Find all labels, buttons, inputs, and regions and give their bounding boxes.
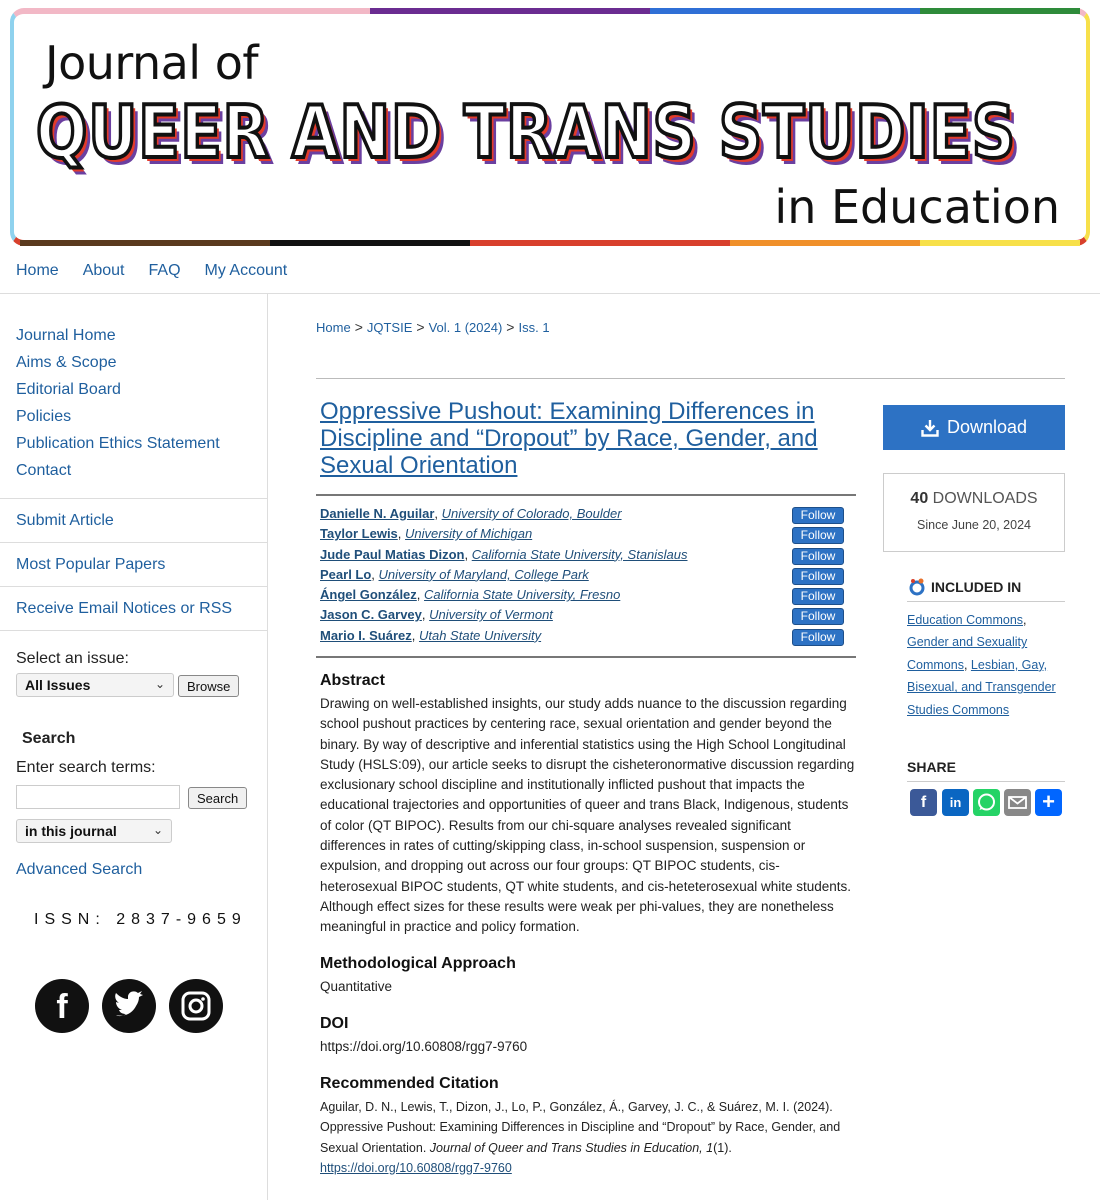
citation-text [320,1097,860,1178]
nav-about[interactable]: About [82,262,125,279]
sidebar-contact[interactable]: Contact [16,462,72,479]
share-more-icon[interactable]: + [1035,789,1062,816]
download-button[interactable] [883,405,1065,450]
author-affiliation[interactable]: University of Vermont [429,607,553,623]
abstract-heading: Abstract [320,672,385,689]
author-affiliation[interactable]: University of Maryland, College Park [378,566,589,582]
download-since: Since June 20, 2024 [917,518,1031,532]
author-separator: , [371,566,379,582]
banner-in-education: in Education [774,180,1060,234]
sidebar-submit-row [0,499,267,543]
breadcrumb-issue[interactable]: Iss. 1 [518,320,550,335]
network-icon [907,577,927,597]
author-name[interactable]: Danielle N. Aguilar [320,506,435,521]
select-issue-label: Select an issue: [16,650,129,667]
author-row [320,506,844,526]
breadcrumb [316,319,550,335]
email-share-icon[interactable] [1004,789,1031,816]
citation-doi-link[interactable]: https://doi.org/10.60808/rgg7-9760 [320,1160,512,1175]
banner-journal-of: Journal of [45,36,259,90]
search-heading: Search [22,730,76,747]
issue-select[interactable] [16,673,174,697]
sidebar-ethics-statement[interactable]: Publication Ethics Statement [16,435,220,452]
follow-button[interactable]: Follow [792,588,844,605]
follow-button[interactable]: Follow [792,548,844,565]
author-name[interactable]: Ángel González [320,587,417,603]
citation-issue: (1). [713,1140,732,1155]
instagram-icon[interactable] [169,979,223,1033]
author-separator: , [411,627,419,643]
content-divider [316,378,1065,379]
method-value: Quantitative [320,979,393,994]
banner-stripe-yellow [920,240,1080,246]
included-in-label: INCLUDED IN [931,579,1022,595]
follow-button[interactable]: Follow [792,608,844,625]
author-separator: , [416,587,425,603]
author-affiliation[interactable]: California State University, Stanislaus [471,546,688,562]
nav-home[interactable]: Home [16,262,59,279]
banner-stripe-purple [370,8,650,14]
facebook-icon[interactable] [35,979,89,1033]
author-affiliation[interactable]: University of Michigan [405,526,533,542]
advanced-search-link[interactable]: Advanced Search [16,861,143,878]
banner-stripe-black [270,240,470,246]
author-row [320,587,844,607]
article-title[interactable]: Oppressive Pushout: Examining Differences in Discipline and “Dropout” by Race, Gender, and Sexual Orientation [320,398,818,479]
browse-button[interactable]: Browse [178,675,239,697]
author-list [320,506,844,648]
sidebar-editorial-board[interactable]: Editorial Board [16,381,121,398]
doi-heading: DOI [320,1015,349,1032]
author-separator: , [464,546,472,562]
author-row [320,567,844,587]
chevron-down-icon: ⌄ [152,823,163,837]
search-scope-select[interactable] [16,819,172,843]
sidebar-popular-row [0,543,267,587]
sidebar-policies[interactable]: Policies [16,408,72,425]
banner-stripe-pink [70,8,370,14]
banner-title: QUEER AND TRANS STUDIES [36,90,1017,174]
breadcrumb-volume[interactable]: Vol. 1 (2024) [428,320,503,335]
nav-faq[interactable]: FAQ [148,262,181,279]
author-name[interactable]: Pearl Lo [320,566,372,582]
follow-button[interactable]: Follow [792,568,844,585]
doi-value: https://doi.org/10.60808/rgg7-9760 [320,1039,528,1054]
search-scope-value: in this journal [25,823,117,839]
author-name[interactable]: Taylor Lewis [320,526,398,542]
author-name[interactable]: Jason C. Garvey [320,607,422,623]
title-divider [316,494,856,496]
banner-stripe-orange [730,240,920,246]
download-count-line [884,490,1064,508]
commons-gender-sexuality[interactable]: Gender and Sexuality Commons [907,635,1028,672]
banner-stripe-red [470,240,730,246]
sidebar-email-notices[interactable]: Receive Email Notices or RSS [16,599,233,617]
search-input[interactable] [16,785,180,809]
author-row [320,526,844,546]
authors-divider [316,656,856,658]
method-heading: Methodological Approach [320,955,516,972]
author-affiliation[interactable]: University of Colorado, Boulder [441,506,622,521]
share-heading: SHARE [907,759,957,775]
included-in-heading [907,577,1021,597]
follow-button[interactable]: Follow [792,527,844,544]
breadcrumb-home[interactable]: Home [316,320,351,335]
included-divider [907,601,1065,602]
author-row [320,607,844,627]
chevron-down-icon: ⌄ [154,677,165,691]
sidebar-most-popular[interactable]: Most Popular Papers [16,555,166,573]
citation-body: Aguilar, D. N., Lewis, T., Dizon, J., Lo, P., González, Á., Garvey, J. C., & Suárez, M. I. (2024). Oppressive Pushout: Examining Differences in Discipline and “Dropout” by Race, Gender, and Sexual Orientation. [320,1100,841,1155]
nav-my-account[interactable]: My Account [204,262,288,279]
abstract-text: Drawing on well-established insights, our study adds nuance to the discussion regarding school pushout practices by centering race, sexual orientation and gender beyond the binary. By way of descriptive and inferential statistics using the High School Longitudinal Study (HSLS:09), our article seeks to disrupt the cisheteronormative discussion regarding exclusionary school discipline and institutionally inflicted pushout that impacts the educational trajectories and opportunities of queer and trans Black, Indigenous, students of color (QT BIPOC). Results from our chi-square analyses revealed significant differences in rates of cutting/skipping class, in-school suspension, suspension or expulsion, and dropping out across our four groups: QT BIPOC students, cis-heterosexual BIPOC students, QT white students, and cis-heteterosexual white students. Although effect sizes for these results were weak per phi-values, they are nonetheless meaningful in practice and policy formation. [320,696,855,935]
author-row [320,628,844,648]
breadcrumb-separator: > [506,319,515,335]
author-row [320,547,844,567]
commons-lgbt-studies[interactable]: Lesbian, Gay, Bisexual, and Transgender Studies Commons [907,657,1056,717]
banner-stripe-blue [650,8,920,14]
follow-button[interactable]: Follow [792,507,844,524]
facebook-share-icon[interactable]: f [910,789,937,816]
citation-journal: Journal of Queer and Trans Studies in Education, 1 [429,1140,714,1155]
breadcrumb-separator: > [354,319,363,335]
author-separator: , [397,526,406,542]
svg-text:f: f [56,988,68,1026]
download-icon [921,419,939,437]
sidebar-journal-links [0,294,267,499]
breadcrumb-separator: > [416,319,425,335]
banner-stripe-brown [20,240,270,246]
search-button[interactable]: Search [188,787,247,809]
linkedin-share-icon[interactable]: in [942,789,969,816]
download-count-label: DOWNLOADS [932,490,1038,507]
author-affiliation[interactable]: California State University, Fresno [424,587,621,603]
issn: ISSN: 2837-9659 [34,911,247,928]
banner-stripe-green [920,8,1080,14]
author-name[interactable]: Mario I. Suárez [320,627,412,643]
breadcrumb-journal[interactable]: JQTSIE [366,320,413,335]
sidebar-journal-home[interactable]: Journal Home [16,327,116,344]
twitter-icon[interactable] [102,979,156,1033]
sidebar [0,294,268,1200]
whatsapp-share-icon[interactable] [973,789,1000,816]
author-separator: , [421,607,430,623]
sidebar-aims-scope[interactable]: Aims & Scope [16,354,117,371]
author-separator: , [434,506,442,521]
author-affiliation[interactable]: Utah State University [418,627,542,643]
share-divider [907,781,1065,782]
citation-heading: Recommended Citation [320,1075,499,1092]
download-count: 40 [910,490,929,507]
sidebar-notices-row [0,587,267,631]
commons-education[interactable]: Education Commons [907,613,1024,627]
journal-banner[interactable] [10,8,1090,246]
author-name[interactable]: Jude Paul Matias Dizon [320,546,465,562]
search-terms-label: Enter search terms: [16,759,156,776]
top-nav [16,262,287,280]
issue-select-value: All Issues [25,677,91,693]
download-stats [883,473,1065,552]
follow-button[interactable]: Follow [792,629,844,646]
included-in-list: Education Commons, Gender and Sexuality Commons, Lesbian, Gay, Bisexual, and Transgender Studies Commons [907,613,1056,717]
download-label: Download [946,417,1028,437]
sidebar-submit-article[interactable]: Submit Article [16,511,114,529]
